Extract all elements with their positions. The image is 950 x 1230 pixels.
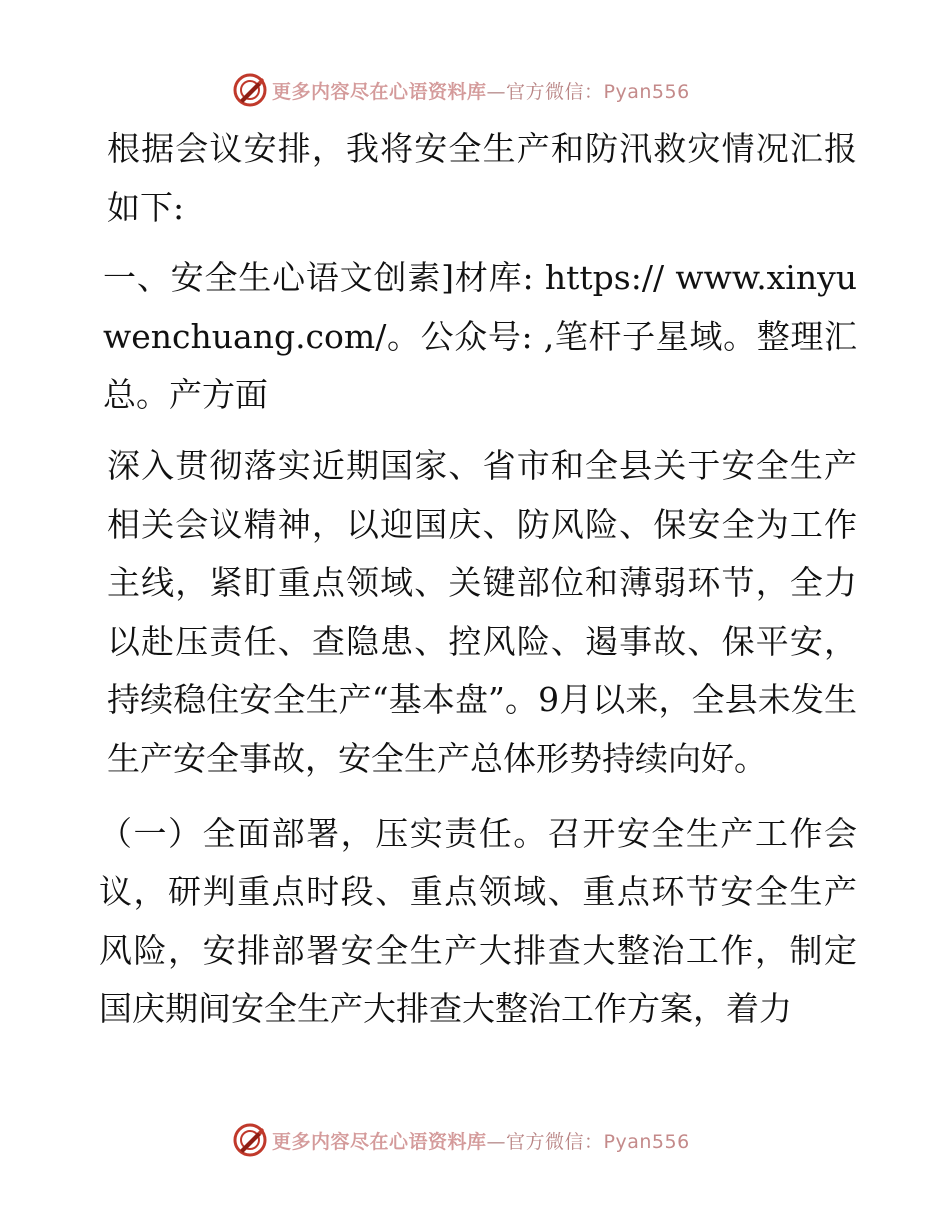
banner-site-text: 更多内容尽在心语资料库 (272, 80, 487, 103)
intro-paragraph: 根据会议安排，我将安全生产和防汛救灾情况汇报如下: (107, 129, 857, 227)
banner-separator: — (486, 80, 507, 103)
banner-separator: — (486, 1130, 507, 1153)
banner-text (272, 77, 690, 104)
section-heading: 一、安全生心语文创素]材库: https:// www.xinyuwenchuang.com/。公众号: ,笔杆子星域。整理汇总。产方面 (103, 258, 857, 415)
body-paragraph: 深入贯彻落实近期国家、省市和全县关于安全生产相关会议精神，以迎国庆、防风险、保安全为工作主线，紧盯重点领域、关键部位和薄弱环节，全力以赴压责任、查隐患、控风险、遏事故、保平安，持续稳住安全生产“基本盘”。9月以来，全县未发生生产安全事故，安全生产总体形势持续向好。 (107, 445, 857, 778)
pen-logo-icon (232, 1122, 268, 1158)
footer-banner (232, 1120, 690, 1160)
header-banner (232, 70, 690, 110)
document-body (97, 120, 857, 1039)
banner-wechat-id: Pyan556 (603, 1130, 690, 1153)
banner-site-text: 更多内容尽在心语资料库 (272, 1130, 487, 1153)
pen-logo-icon (232, 72, 268, 108)
banner-wechat-id: Pyan556 (603, 80, 690, 103)
banner-wechat-label: 官方微信： (506, 80, 604, 103)
banner-wechat-label: 官方微信： (506, 1130, 604, 1153)
banner-text (272, 1127, 690, 1154)
subsection-paragraph: （一）全面部署，压实责任。召开安全生产工作会议，研判重点时段、重点领域、重点环节安全生产风险，安排部署安全生产大排查大整治工作，制定国庆期间安全生产大排查大整治工作方案，着力 (99, 813, 857, 1029)
